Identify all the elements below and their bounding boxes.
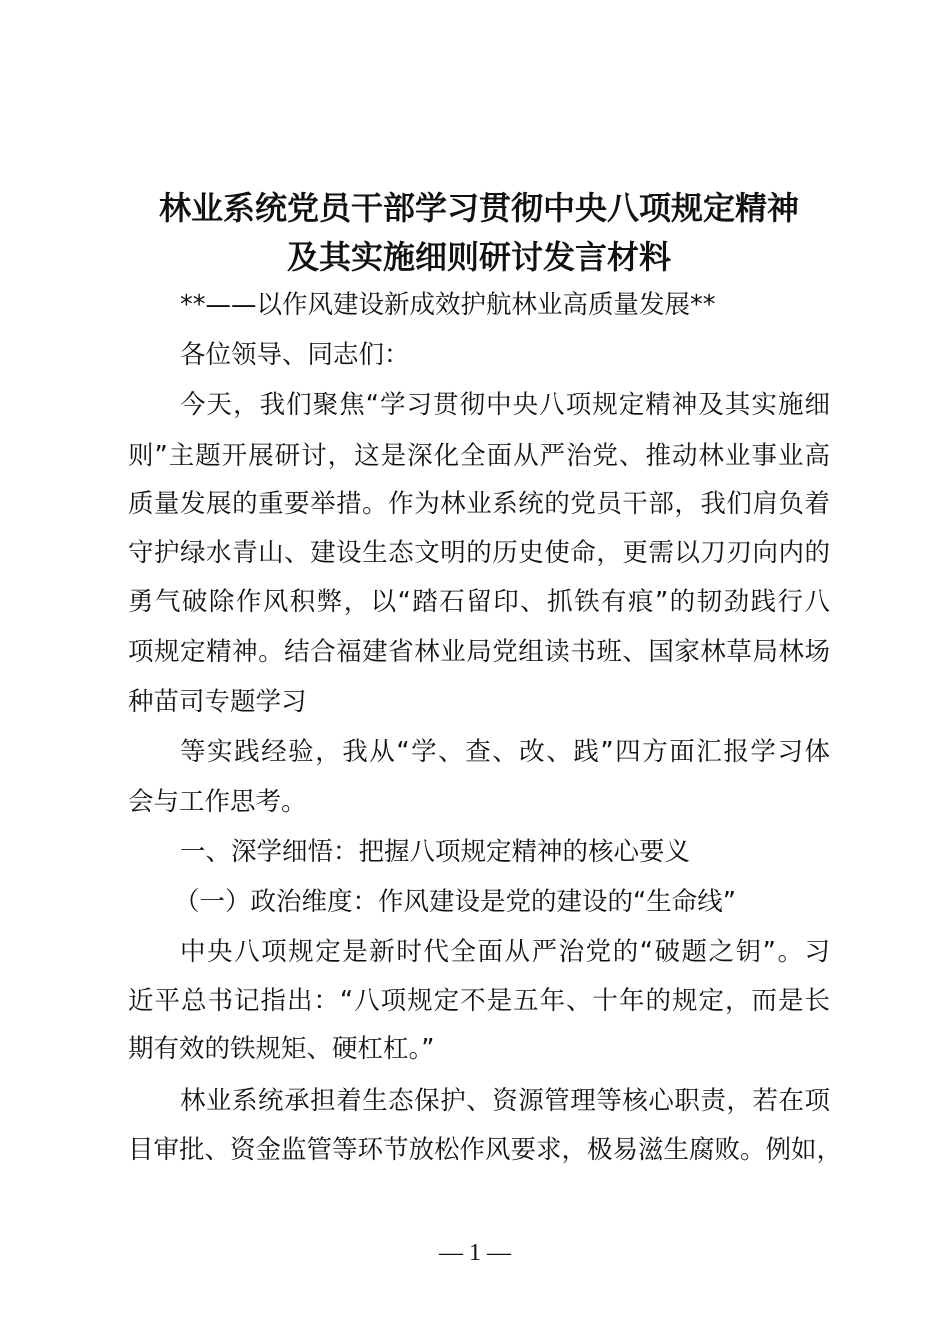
text-line: 项规定精神。结合福建省林业局党组读书班、国家林草局林场 xyxy=(128,637,830,667)
subtitle: **——以作风建设新成效护航林业高质量发展** xyxy=(180,290,716,320)
text-line: 则”主题开展研讨，这是深化全面从严治党、推动林业事业高 xyxy=(128,441,830,471)
text-line: 期有效的铁规矩、硬杠杠。” xyxy=(128,1034,435,1064)
subsection-heading: （一）政治维度：作风建设是党的建设的“生命线” xyxy=(174,887,736,917)
salutation: 各位领导、同志们： xyxy=(180,340,410,370)
text-line: 会与工作思考。 xyxy=(128,787,307,817)
text-line: 近平总书记指出：“八项规定不是五年、十年的规定，而是长 xyxy=(128,986,830,1016)
title-line: 林业系统党员干部学习贯彻中央八项规定精神 xyxy=(158,189,799,227)
text-line: 目审批、资金监管等环节放松作风要求，极易滋生腐败。例如， xyxy=(128,1135,843,1165)
text-line: 中央八项规定是新时代全面从严治党的“破题之钥”。习 xyxy=(180,937,830,967)
text-line: 守护绿水青山、建设生态文明的历史使命，更需以刀刃向内的 xyxy=(128,538,830,568)
text-line: 勇气破除作风积弊，以“踏石留印、抓铁有痕”的韧劲践行八 xyxy=(128,587,830,617)
text-line: 质量发展的重要举措。作为林业系统的党员干部，我们肩负着 xyxy=(128,489,830,519)
text-line: 林业系统承担着生态保护、资源管理等核心职责，若在项 xyxy=(180,1086,830,1116)
title-line: 及其实施细则研讨发言材料 xyxy=(286,238,671,276)
text-line: 等实践经验，我从“学、查、改、践”四方面汇报学习体 xyxy=(180,737,830,767)
section-heading: 一、深学细悟：把握八项规定精神的核心要义 xyxy=(180,837,691,867)
text-line: 今天，我们聚焦“学习贯彻中央八项规定精神及其实施细 xyxy=(180,390,830,420)
page-number: — 1 — xyxy=(439,1240,511,1266)
text-line: 种苗司专题学习 xyxy=(128,687,307,717)
